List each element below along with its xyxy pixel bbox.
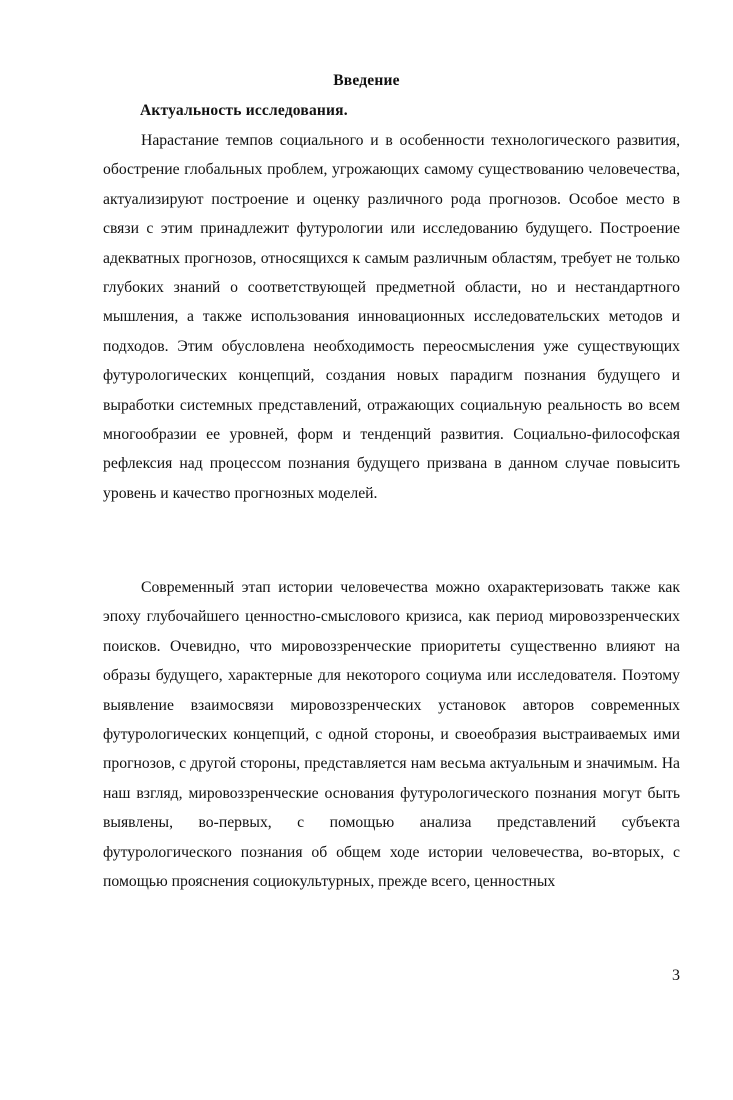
paragraph: Нарастание темпов социального и в особенности технологического развития, обострение глобальных проблем, угрожающих самому существованию человечества, актуализируют построение и оценку различного рода прогнозов. Особое место в связи с этим принадлежит футурологии или исследованию будущего. Построение адекватных прогнозов, относящихся к самым различным областям, требует не только глубоких знаний о соответствующей предметной области, но и нестандартного мышления, а также использования инновационных исследовательских методов и подходов. Этим обусловлена необходимость переосмысления уже существующих футурологических концепций, создания новых парадигм познания будущего и выработки системных представлений, отражающих социальную реальность во всем многообразии ее уровней, форм и тенденций развития. Социально-философская рефлексия над процессом познания будущего призвана в данном случае повысить уровень и качество прогнозных моделей. bbox=[103, 132, 680, 502]
page-number: 3 bbox=[672, 967, 680, 984]
subsection-heading: Актуальность исследования. bbox=[140, 102, 348, 119]
paragraph: Современный этап истории человечества можно охарактеризовать также как эпоху глубочайшего ценностно-смыслового кризиса, как период мировоззренческих поисков. Очевидно, что мировоззренческие приоритеты существенно влияют на образы будущего, характерные для некоторого социума или исследователя. Поэтому выявление взаимосвязи мировоззренческих установок авторов современных футурологических концепций, с одной стороны, и своеобразия выстраиваемых ими прогнозов, с другой стороны, представляется нам весьма актуальным и значимым. На наш взгляд, мировоззренческие основания футурологического познания могут быть выявлены, во-первых, с помощью анализа представлений субъекта футурологического познания об общем ходе истории человечества, во-вторых, с помощью прояснения социокультурных, прежде всего, ценностных bbox=[103, 579, 680, 891]
section-heading: Введение bbox=[333, 72, 400, 89]
